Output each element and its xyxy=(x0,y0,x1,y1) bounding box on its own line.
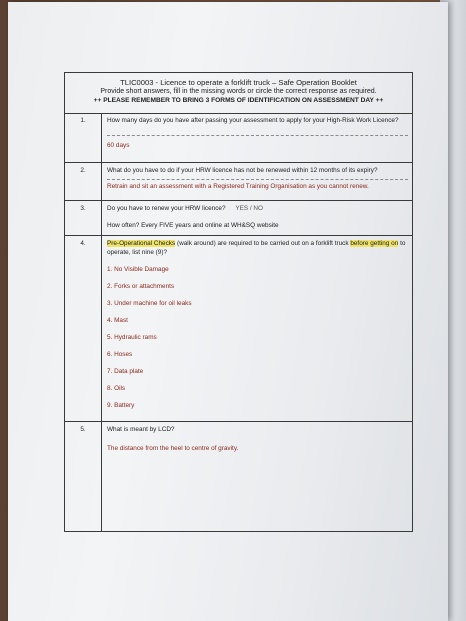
yes-no-options: YES / NO xyxy=(235,205,264,212)
question-number: 4. xyxy=(65,236,102,421)
question-number: 3. xyxy=(65,201,102,235)
question-text: How many days do you have after passing your assessment to apply for your High-Risk Work Licence? xyxy=(107,117,399,124)
form-title: TLIC0003 - Licence to operate a forklift truck – Safe Operation Booklet xyxy=(120,78,357,87)
list-item: 1. No Visible Damage xyxy=(107,266,169,273)
question-text xyxy=(107,204,263,213)
list-item: 6. Hoses xyxy=(107,351,133,358)
answer-text: Retrain and sit an assessment with a Registered Training Organisation as you cannot renew. xyxy=(107,183,369,190)
question-number: 1. xyxy=(65,113,102,162)
question-row-3 xyxy=(65,201,412,236)
answer-line xyxy=(107,179,408,180)
question-form xyxy=(64,72,413,532)
list-item: 5. Hydraulic rams xyxy=(107,334,157,341)
list-item: 2. Forks or attachments xyxy=(107,283,175,290)
answer-text: 60 days xyxy=(107,142,130,149)
question-text: What is meant by LCD? xyxy=(107,426,175,433)
question-number: 5. xyxy=(65,422,102,531)
highlight-pre-operational: Pre-Operational Checks xyxy=(107,240,176,247)
list-item: 7. Data plate xyxy=(107,368,144,375)
form-instructions: Provide short answers, fill in the missing words or circle the correct response as required. xyxy=(100,88,377,95)
form-header xyxy=(65,73,412,114)
list-item: 3. Under machine for oil leaks xyxy=(107,300,192,307)
list-item: 9. Battery xyxy=(107,402,135,409)
answer-line xyxy=(107,135,408,136)
question-text: What do you have to do if your HRW licence has not be renewed within 12 months of its expiry? xyxy=(107,167,378,174)
answer-text: The distance from the heel to centre of gravity. xyxy=(107,445,239,452)
question-row-1 xyxy=(65,113,412,163)
question-text: Pre-Operational Checks (walk around) are required to be carried out on a forklift truck before getting on to operate, list nine (9)? xyxy=(107,240,406,256)
question-row-2 xyxy=(65,163,412,201)
highlight-before-getting-on: before getting on xyxy=(350,240,399,247)
booklet-page xyxy=(8,2,448,621)
list-item: 4. Mast xyxy=(107,317,128,324)
question-number: 2. xyxy=(65,163,102,200)
question-label: Do you have to renew your HRW licence? xyxy=(107,205,226,212)
question-row-4 xyxy=(65,236,412,422)
list-item: 8. Oils xyxy=(107,385,126,392)
form-reminder: ++ PLEASE REMEMBER TO BRING 3 FORMS OF IDENTIFICATION ON ASSESSMENT DAY ++ xyxy=(93,97,384,104)
followup-text: How often? Every FIVE years and online at WH&SQ website xyxy=(107,222,279,229)
question-row-5 xyxy=(65,422,412,531)
